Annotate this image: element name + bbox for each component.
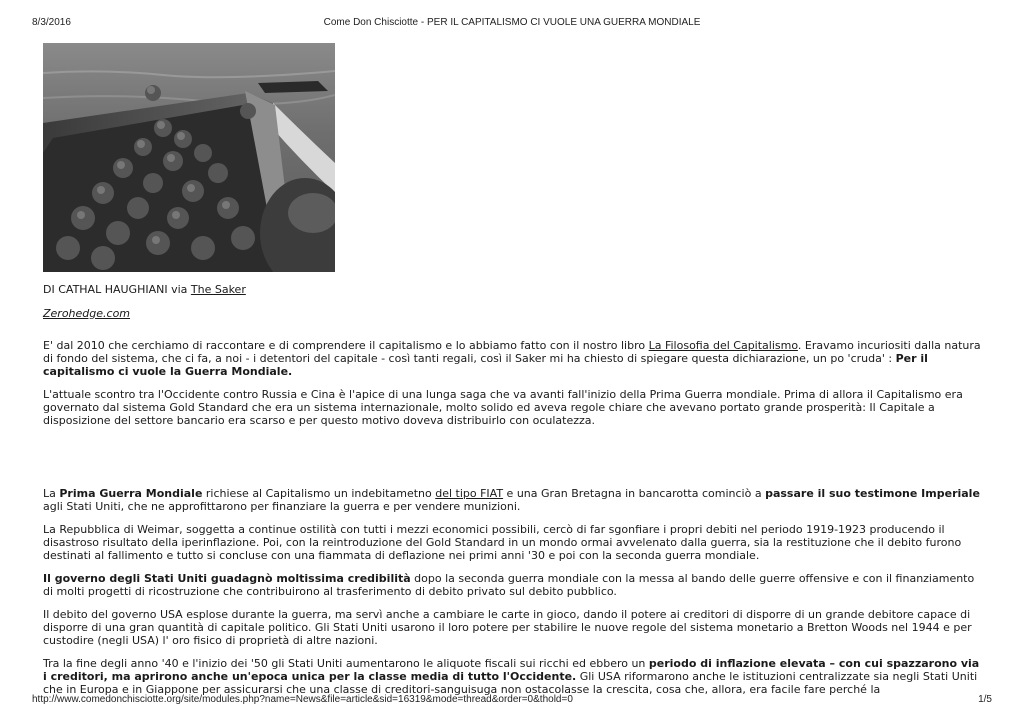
paragraph-wwi-text-c: e una Gran Bretagna in bancarotta cominciò a — [503, 487, 766, 500]
paragraph-postwar-bold: periodo di inflazione elevata – con cui spazzarono via i creditori, ma aprirono anche un'epoca unica per la classe media di tutto l'Occidente. — [43, 657, 980, 684]
zerohedge-link[interactable]: Zerohedge.com — [43, 307, 131, 320]
filosofia-capitalismo-link[interactable]: La Filosofia del Capitalismo — [648, 339, 798, 352]
paragraph-gold-standard: L'attuale scontro tra l'Occidente contro Russia e Cina è l'apice di una lunga saga che va avanti fall'inizio della Prima Guerra mondiale. Prima di allora il Capitalismo era governato dal sistema Gold Standard che era un sistema internazionale, molto solido ed aveva regole chiare che avevano portato grande prosperità: Il Capitale a disposizione del settore bancario era scarso e per questo motivo doveva distribuirlo con oculatezza. — [43, 388, 963, 428]
article-source — [43, 307, 983, 320]
article-photo-landing-craft — [43, 43, 335, 272]
paragraph-intro-text-a: E' dal 2010 che cerchiamo di raccontare e di comprendere il capitalismo e lo abbiamo fatto con il nostro libro — [43, 339, 649, 352]
paragraph-postwar-text-b: Gli USA riformarono anche le istituzioni centralizzate sia negli Stati Uniti che in Europa e in Giappone per assicurarsi che una classe di creditori-sanguisuga non ostacolasse la crescita, cosa che, allora, era facile fare perché la — [43, 670, 978, 697]
paragraph-us-credibility-text: dopo la seconda guerra mondiale con la messa al bando delle guerre offensive e con il finanziamento di molti progetti di ricostruzione che contribuirono al trasferimento di debito privato sul debito pubblico. — [43, 572, 975, 599]
paragraph-us-credibility — [43, 572, 983, 598]
paragraph-weimar: La Repubblica di Weimar, soggetta a continue ostilità con tutti i mezzi economici possibili, cercò di far sgonfiare i propri debiti nel periodo 1919-1923 producendo il disastroso risultato della iperinflazione. Poi, con la reintroduzione del Gold Standard in un mondo ormai avvelenato dalla guerra, sia la restituzione che il debito furono destinati al fallimento e tutto si concluse con una fiammata di deflazione nei primi anni '30 e poi con la seconda guerra mondiale. — [43, 523, 962, 563]
print-url: http://www.comedonchisciotte.org/site/modules.php?name=News&file=article&sid=16319&mode=thread&order=0&thold=0 — [32, 694, 573, 705]
fiat-link[interactable]: del tipo FIAT — [435, 487, 504, 500]
paragraph-wwi-text-b: richiese al Capitalismo un indebitametno — [202, 487, 436, 500]
print-page-title: Come Don Chisciotte - PER IL CAPITALISMO CI VUOLE UNA GUERRA MONDIALE — [323, 17, 701, 28]
the-saker-link[interactable]: The Saker — [190, 283, 246, 296]
paragraph-wwi-bold-2: passare il suo testimone Imperiale — [765, 487, 980, 500]
paragraph-postwar-text-a: Tra la fine degli anno '40 e l'inizio dei '50 gli Stati Uniti aumentarono le aliquote fiscali sui ricchi ed ebbero un — [43, 657, 649, 670]
paragraph-intro-emphasis: Per il capitalismo ci vuole la Guerra Mondiale. — [43, 352, 928, 379]
paragraph-us-debt: Il debito del governo USA esplose durante la guerra, ma servì anche a cambiare le carte in gioco, dando il potere ai creditori di disporre di un grande debitore capace di disporre di una gran quantità di capitale politico. Gli Stati Uniti usarono il loro potere per stabilire le nuove regole del sistema monetario a Bretton Woods nel 1944 e per custodire (negli USA) l' oro fisico di proprietà di altre nazioni. — [43, 608, 972, 648]
article-byline — [43, 283, 983, 296]
paragraph-postwar-inflation — [43, 657, 983, 697]
paragraph-wwi-bold-1: Prima Guerra Mondiale — [59, 487, 203, 500]
paragraph-intro — [43, 339, 983, 379]
paragraph-wwi-text-a: La — [43, 487, 60, 500]
paragraph-wwi-text-d: agli Stati Uniti, che ne approfittarono per finanziare la guerra e per vendere munizioni. — [43, 500, 521, 514]
paragraph-wwi — [43, 487, 983, 513]
paragraph-us-credibility-bold: Il governo degli Stati Uniti guadagnò moltissima credibilità — [43, 572, 411, 585]
paragraph-intro-text-b: . Eravamo incuriositi dalla natura di fondo del sistema, che ci fa, a noi - i detentori del capitale - così tanti regali, così il Saker mi ha chiesto di spiegare questa dichiarazione, un po 'cruda' : — [43, 339, 981, 366]
page-number: 1/5 — [978, 694, 992, 705]
print-date: 8/3/2016 — [32, 17, 71, 28]
byline-text: DI CATHAL HAUGHIANI via — [43, 283, 191, 296]
